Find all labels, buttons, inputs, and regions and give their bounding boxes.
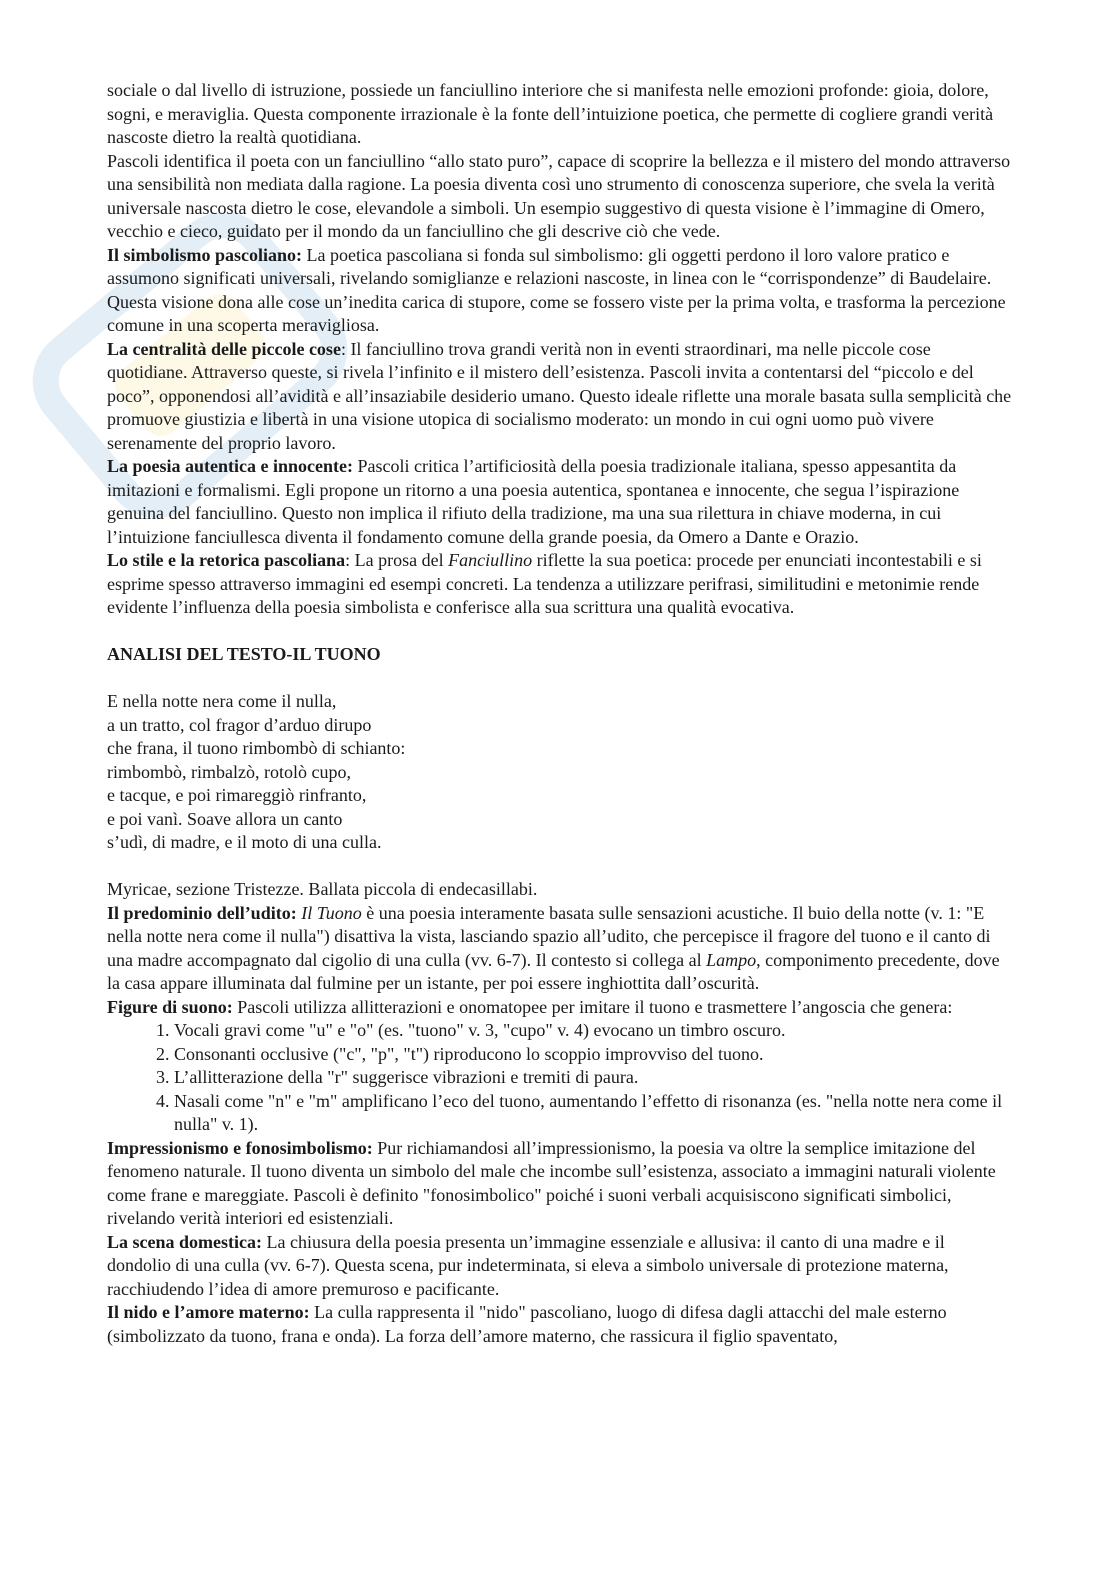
spacer [107,855,1012,879]
section-text: Pur richiamandosi all’impressionismo, la poesia va oltre la semplice imitazione del fenomeno naturale. Il tuono diventa un simbolo del male che incombe sull’esistenza, associato a immagini naturali violente come frane e mareggiate. Pascoli è definito "fonosimbolico" poiché i suoni verbali acquisiscono significati simbolici, rivelando verità interiori ed esistenziali. [107,1137,996,1228]
section-heading: Figure di suono: [107,996,233,1017]
section-text: La culla rappresenta il "nido" pascoliano, luogo di difesa dagli attacchi del male esterno (simbolizzato da tuono, frana e onda). La forza dell’amore materno, che rassicura il figlio spaventato, [107,1302,947,1346]
section-impressionismo [107,1137,1012,1231]
section-heading: Impressionismo e fonosimbolismo: [107,1137,373,1158]
list-item: 3. L’allitterazione della "r" suggerisce vibrazioni e tremiti di paura. [174,1066,1012,1090]
section-heading: Il predominio dell’udito: [107,902,297,923]
analysis-title: ANALISI DEL TESTO-IL TUONO [107,644,381,664]
list-item: 1. Vocali gravi come "u" e "o" (es. "tuono" v. 3, "cupo" v. 4) evocano un timbro oscuro. [174,1019,1012,1043]
figure-list [107,1019,1012,1137]
poem-line: a un tratto, col fragor d’arduo dirupo [107,714,372,735]
section-heading: La centralità delle piccole cose [107,338,341,359]
section-text: : Il fanciullino trova grandi verità non in eventi straordinari, ma nelle piccole cose quotidiane. Attraverso queste, si rivela l’infinito e il mistero dell’esistenza. Pascoli invita a contentarsi del “piccolo e del poco”, opponendosi all’avidità e all’insaziabile desiderio umano. Questo ideale riflette una morale basata sulla semplicità che promuove giustizia e libertà in una visione utopica di socialismo moderato: un mondo in cui ogni uomo può vivere serenamente del proprio lavoro. [107,338,1012,453]
spacer [107,667,1012,691]
section-text: è una poesia interamente basata sulle sensazioni acustiche. Il buio della notte (v. 1: "E nella notte nera come il nulla") disattiva la vista, lasciando spazio all’udito, che percepisce il fragore del tuono e il canto di una madre accompagnato dal cigolio di una culla (vv. 6-7). Il contesto si collega al [107,902,991,970]
list-item: 4. Nasali come "n" e "m" amplificano l’eco del tuono, aumentando l’effetto di risonanza (es. "nella notte nera come il nulla" v. 1). [174,1090,1012,1137]
source-line: Myricae, sezione Tristezze. Ballata piccola di endecasillabi. [107,879,538,899]
section-heading: Il simbolismo pascoliano: [107,244,303,265]
section-heading: Il nido e l’amore materno: [107,1302,310,1322]
section-heading: La poesia autentica e innocente: [107,456,353,476]
section-centralita [107,338,1012,456]
section-heading: La scena domestica: [107,1231,262,1252]
poem-line: s’udì, di madre, e il moto di una culla. [107,832,382,852]
section-text: riflette la sua poetica: procede per enunciati incontestabili e si esprime spesso attraverso immagini ed esempi concreti. La tendenza a utilizzare perifrasi, similitudini e metonimie rende evidente l’influenza della poesia simbolista e conferisce alla sua scrittura una qualità evocativa. [107,550,982,617]
section-text: , componimento precedente, dove la casa appare illuminata dal fulmine per un istante, per poi essere inghiottita dall’oscurità. [107,949,1000,993]
poem-line: e tacque, e poi rimareggiò rinfranto, [107,785,367,805]
italic-title: Fanciullino [448,550,533,570]
poem-line: e poi vanì. Soave allora un canto [107,808,343,829]
section-text: La chiusura della poesia presenta un’immagine essenziale e allusiva: il canto di una madre e il dondolio di una culla (vv. 6-7). Questa scena, pur indeterminata, si eleva a simbolo universale di protezione materna, racchiudendo l’idea di amore premuroso e pacificante. [107,1231,949,1299]
section-text: Pascoli critica l’artificiosità della poesia tradizionale italiana, spesso appesantita da imitazioni e formalismi. Egli propone un ritorno a una poesia autentica, spontanea e innocente, che segua l’ispirazione genuina del fanciullino. Questo non implica il rifiuto della tradizione, ma una sua rilettura in chiave moderna, in cui l’intuizione fanciullesca diventa il fondamento comune della grande poesia, da Omero a Dante e Orazio. [107,456,960,547]
poem-line: E nella notte nera come il nulla, [107,691,337,711]
italic-title: Lampo [706,949,757,970]
section-stile [107,549,1012,620]
section-heading: Lo stile e la retorica pascoliana [107,550,346,570]
intro-paragraph-2: Pascoli identifica il poeta con un fanciullino “allo stato puro”, capace di scoprire la bellezza e il mistero del mondo attraverso una sensibilità non mediata dalla ragione. La poesia diventa così uno strumento di conoscenza superiore, che svela la verità universale nascosta dietro le cose, elevandole a simboli. Un esempio suggestivo di questa visione è l’immagine di Omero, vecchio e cieco, guidato per il mondo da un fanciullino che gli descrive ciò che vede. [107,150,1011,241]
section-text: Pascoli utilizza allitterazioni e onomatopee per imitare il tuono e trasmettere l’angoscia che genera: [232,996,953,1017]
poem [107,690,1012,855]
italic-title: Il Tuono [301,902,362,923]
poem-line: rimbombò, rimbalzò, rotolò cupo, [107,761,351,782]
section-simbolismo [107,244,1012,338]
section-text: : La prosa del [345,550,449,570]
section-udito [107,902,1012,996]
section-nido [107,1301,1012,1348]
document-page [107,79,1012,1348]
section-text: La poetica pascoliana si fonda sul simbolismo: gli oggetti perdono il loro valore pratico e assumono significati universali, rivelando somiglianze e relazioni nascoste, in linea con le “corrispondenze” di Baudelaire. Questa visione dona alle cose un’inedita carica di stupore, come se fossero viste per la prima volta, e trasforma la percezione comune in una scoperta meravigliosa. [107,244,1006,335]
section-domestica [107,1231,1012,1302]
poem-line: che frana, il tuono rimbombò di schianto: [107,738,406,758]
spacer [107,620,1012,644]
intro-paragraph-1: sociale o dal livello di istruzione, possiede un fanciullino interiore che si manifesta nelle emozioni profonde: gioia, dolore, sogni, e meraviglia. Questa componente irrazionale è la fonte dell’intuizione poetica, che permette di cogliere grandi verità nascoste dietro la realtà quotidiana. [107,80,994,147]
list-item: 2. Consonanti occlusive ("c", "p", "t") riproducono lo scoppio improvviso del tuono. [174,1043,1012,1067]
section-autentica [107,455,1012,549]
section-figure-suono [107,996,1012,1020]
